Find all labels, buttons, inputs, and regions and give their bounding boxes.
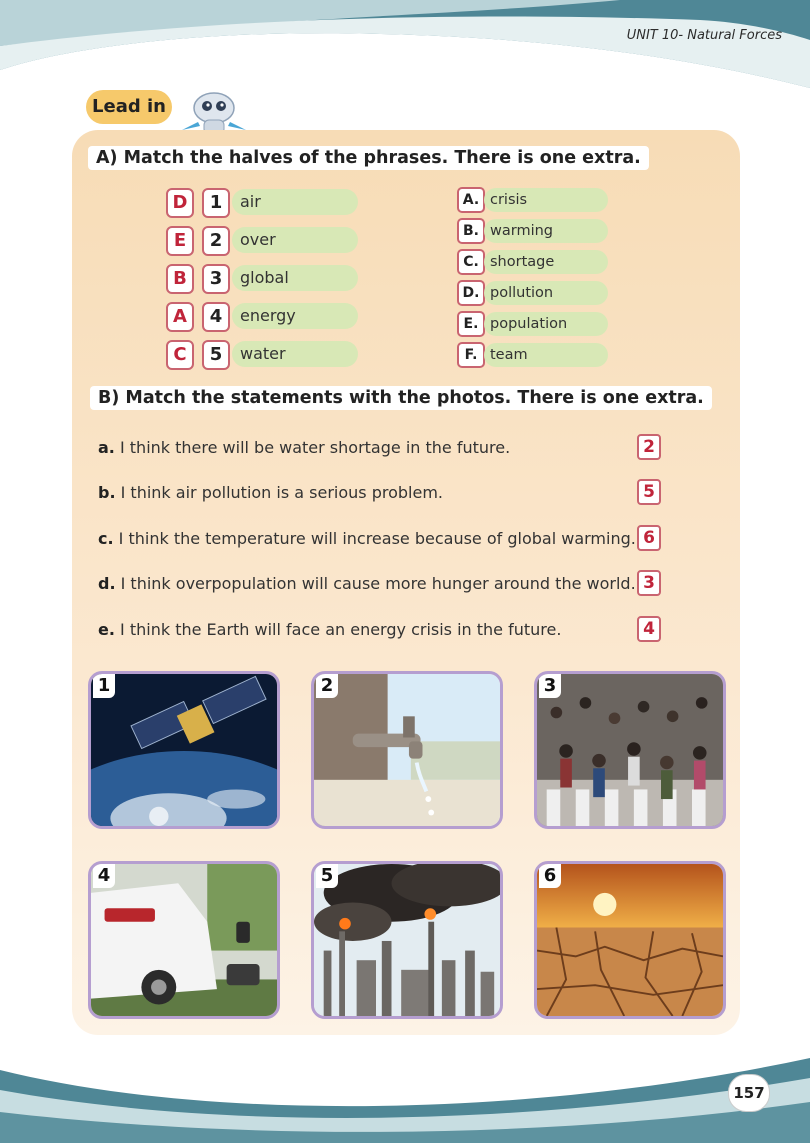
answer-box[interactable]: B — [166, 264, 194, 294]
phrase-half: over — [232, 227, 358, 253]
option-word: shortage — [484, 250, 608, 274]
statement-letter: c. — [98, 529, 114, 548]
statement-c — [98, 529, 636, 548]
factory-smoke-image — [314, 864, 500, 1016]
lead-in-label: Lead in — [86, 90, 172, 124]
option-letter: D. — [457, 280, 485, 306]
header-band — [0, 0, 810, 90]
section-a-heading: A) Match the halves of the phrases. There is one extra. — [88, 146, 649, 170]
item-number: 4 — [202, 302, 230, 332]
dripping-tap-image — [314, 674, 500, 826]
section-b-heading: B) Match the statements with the photos. There is one extra. — [90, 386, 712, 410]
answer-box[interactable]: D — [166, 188, 194, 218]
statement-letter: b. — [98, 483, 116, 502]
statement-text: I think there will be water shortage in the future. — [119, 438, 511, 457]
option-word: pollution — [484, 281, 608, 305]
photo-satellite — [88, 671, 280, 829]
photo-factory — [311, 861, 503, 1019]
option-letter: A. — [457, 187, 485, 213]
item-number: 3 — [202, 264, 230, 294]
statement-text: I think air pollution is a serious problem. — [120, 483, 444, 502]
statement-answer-box[interactable]: 2 — [637, 434, 661, 460]
phrase-half: global — [232, 265, 358, 291]
statement-b — [98, 483, 443, 502]
option-letter: C. — [457, 249, 485, 275]
statement-answer-box[interactable]: 6 — [637, 525, 661, 551]
satellite-earth-image — [91, 674, 277, 826]
photo-number: 5 — [316, 864, 338, 888]
footer-band — [0, 1050, 810, 1143]
crowd-image — [537, 674, 723, 826]
photo-number: 6 — [539, 864, 561, 888]
photo-desert — [534, 861, 726, 1019]
statement-a — [98, 438, 510, 457]
phrase-half: water — [232, 341, 358, 367]
statement-answer-box[interactable]: 4 — [637, 616, 661, 642]
option-letter: E. — [457, 311, 485, 337]
photo-number: 1 — [93, 674, 115, 698]
option-letter: F. — [457, 342, 485, 368]
photo-number: 3 — [539, 674, 561, 698]
answer-box[interactable]: C — [166, 340, 194, 370]
option-word: population — [484, 312, 608, 336]
photo-crowd — [534, 671, 726, 829]
item-number: 1 — [202, 188, 230, 218]
answer-box[interactable]: A — [166, 302, 194, 332]
option-word: team — [484, 343, 608, 367]
unit-title: UNIT 10- Natural Forces — [626, 28, 782, 43]
statement-d — [98, 574, 636, 593]
phrase-half: air — [232, 189, 358, 215]
photo-tap — [311, 671, 503, 829]
statement-text: I think the temperature will increase because of global warming. — [118, 529, 636, 548]
option-word: crisis — [484, 188, 608, 212]
photo-car — [88, 861, 280, 1019]
statement-answer-box[interactable]: 5 — [637, 479, 661, 505]
statement-letter: a. — [98, 438, 115, 457]
item-number: 5 — [202, 340, 230, 370]
statement-text: I think overpopulation will cause more hunger around the world. — [120, 574, 636, 593]
photo-number: 4 — [93, 864, 115, 888]
cracked-desert-image — [537, 864, 723, 1016]
answer-box[interactable]: E — [166, 226, 194, 256]
phrase-half: energy — [232, 303, 358, 329]
statement-text: I think the Earth will face an energy crisis in the future. — [120, 620, 562, 639]
car-charging-image — [91, 864, 277, 1016]
option-word: warming — [484, 219, 608, 243]
page-number: 157 — [728, 1074, 770, 1112]
photo-number: 2 — [316, 674, 338, 698]
statement-answer-box[interactable]: 3 — [637, 570, 661, 596]
item-number: 2 — [202, 226, 230, 256]
statement-e — [98, 620, 561, 639]
option-letter: B. — [457, 218, 485, 244]
statement-letter: e. — [98, 620, 115, 639]
statement-letter: d. — [98, 574, 116, 593]
